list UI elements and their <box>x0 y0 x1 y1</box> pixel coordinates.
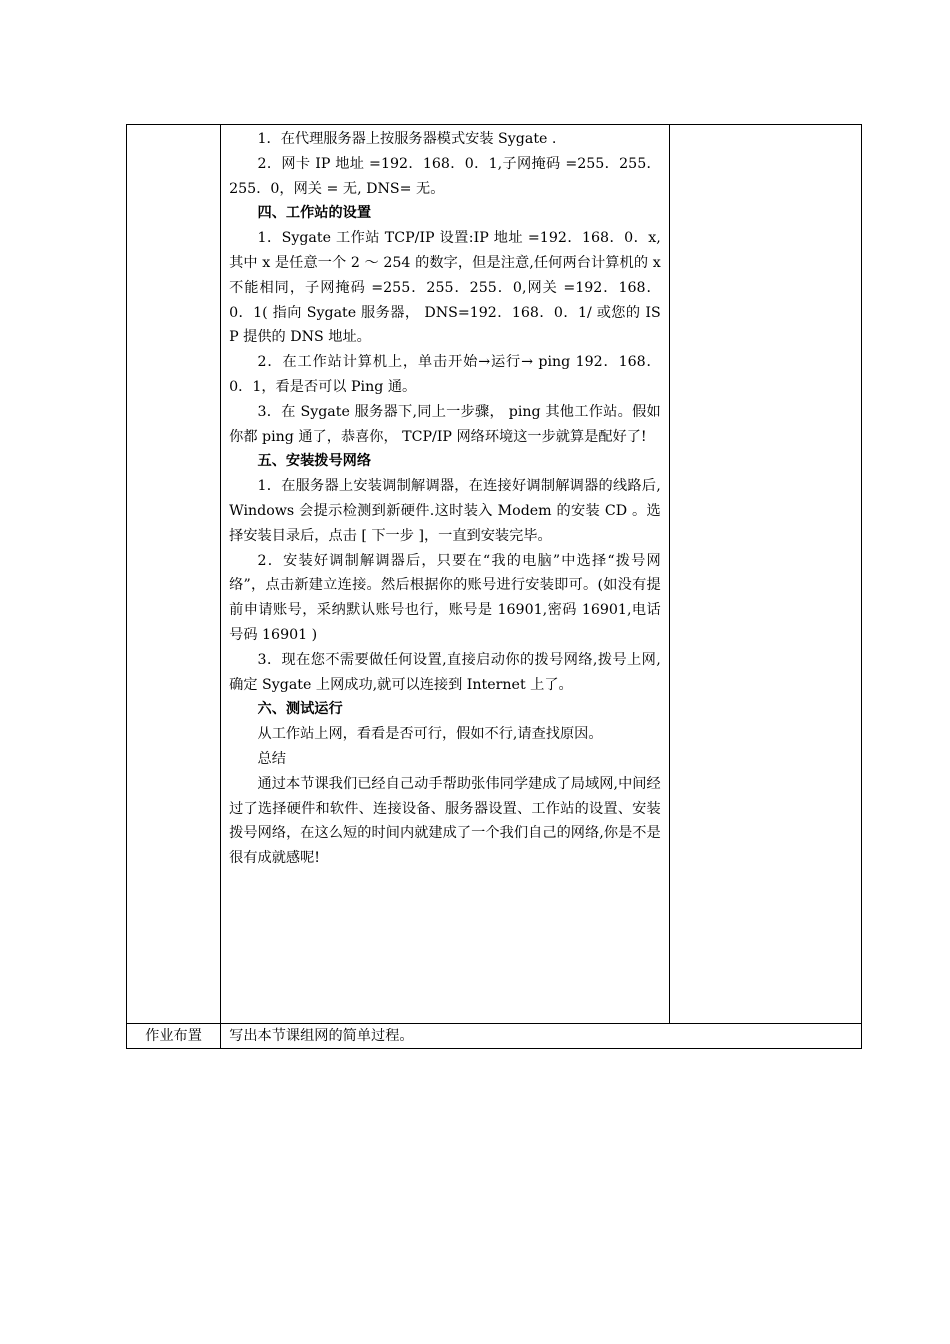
empty-label-cell <box>127 125 221 1024</box>
lesson-paragraph: 3．现在您不需要做任何设置,直接启动你的拨号网络,拨号上网,确定 Sygate 上网成功,就可以连接到 Internet 上了。 <box>229 651 661 693</box>
lesson-paragraph: 3．在 Sygate 服务器下,同上一步骤， ping 其他工作站。假如你都 ping 通了，恭喜你， TCP/IP 网络环境这一步就算是配好了! <box>229 403 661 445</box>
empty-notes-cell <box>669 125 861 1024</box>
lesson-table <box>126 124 862 1049</box>
homework-text: 写出本节课组网的简单过程。 <box>221 1024 862 1049</box>
lesson-paragraph: 1．Sygate 工作站 TCP/IP 设置:IP 地址 =192．168．0．x,其中 x 是任意一个 2 ～ 254 的数字，但是注意,任何两台计算机的 x 不能相同，子网掩码 =255．255．255．0,网关 =192．168．0．1( 指向 Sygate 服务器， DNS=192．168．0．1/ 或您的 ISP 提供的 DNS 地址。 <box>229 230 661 346</box>
lesson-body <box>229 127 661 871</box>
lesson-paragraph: 从工作站上网，看看是否可行，假如不行,请查找原因。 <box>257 726 603 743</box>
lesson-row <box>127 125 862 1024</box>
section-heading: 四、工作站的设置 <box>257 205 372 222</box>
lesson-content-cell <box>221 125 670 1024</box>
lesson-paragraph: 1．在服务器上安装调制解调器，在连接好调制解调器的线路后, Windows 会提示检测到新硬件.这时装入 Modem 的安装 CD 。选择安装目录后，点击 [ 下一步 ]，一直到安装完毕。 <box>229 478 661 544</box>
homework-label: 作业布置 <box>127 1024 221 1049</box>
lesson-paragraph: 2．安装好调制解调器后，只要在“我的电脑”中选择“拨号网络”，点击新建立连接。然后根据你的账号进行安装即可。(如没有提前申请账号，采纳默认账号也行，账号是 16901,密码 16901,电话号码 16901 ) <box>229 552 661 643</box>
homework-row <box>127 1024 862 1049</box>
lesson-paragraph: 总结 <box>257 750 286 767</box>
section-heading: 五、安装拨号网络 <box>257 453 372 470</box>
lesson-paragraph: 1．在代理服务器上按服务器模式安装 Sygate . <box>257 131 557 147</box>
lesson-paragraph: 2．在工作站计算机上，单击开始→运行→ ping 192．168．0．1，看是否可以 Ping 通。 <box>229 354 661 395</box>
lesson-paragraph: 通过本节课我们已经自己动手帮助张伟同学建成了局域网,中间经过了选择硬件和软件、连接设备、服务器设置、工作站的设置、安装拨号网络，在这么短的时间内就建成了一个我们自己的网络,你是不是很有成就感呢! <box>229 775 661 867</box>
section-heading: 六、测试运行 <box>257 701 343 718</box>
lesson-paragraph: 2．网卡 IP 地址 =192．168．0．1,子网掩码 =255．255．255．0，网关 = 无, DNS= 无。 <box>229 155 661 197</box>
